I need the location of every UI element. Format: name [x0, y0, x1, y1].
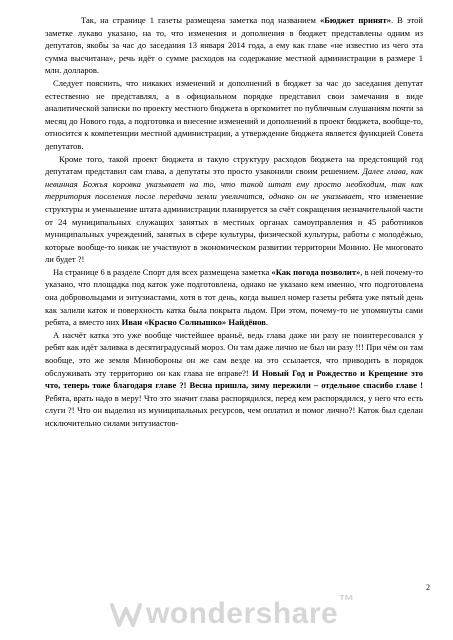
- document-body: [45, 14, 423, 430]
- text-run: Следует пояснить, что никаких изменений и дополнений в бюджет за час до заседания депутат естественно не представлял, а в официальном порядке представил свои замечания в виде аналитической записки по проекту местного бюджета в оргкомитет по публичным слушаниям почти за месяц до Нового года, а подготовка и внесение изменений и дополнений в проект бюджета, вообще-то, относится к компетенции местной администрации, а утверждение бюджета является функцией Совета депутатов.: [45, 77, 423, 151]
- text-run: «Как погода позволит»: [271, 266, 361, 277]
- text-run: Так, на странице 1 газеты размещена заметка под названием: [81, 15, 320, 25]
- text-run: , в ней почему-то указано, что площадка под каток уже подготовлена, однако не указано кем именно, что подготовлена она добровольцами и энтузиастами, хотя в тот день, когда вышел номер газеты ребята уже пятый день как залили каток и поверхность катка была покрыта льдом. При этом, почему-то не упомянуты сами ребята, а вместо них: [45, 266, 423, 328]
- text-run: А насчёт катка это уже вообще чистейшее враньё, ведь глава даже ни разу не поинтересовался у ребят как идёт заливка в десятиградусный мороз. Он там даже лично не был ни разу !!! При чём он там вообще, это же земля Минобороны он же сам везде на это ссылается, что приводить в порядок обслуживать эту территорию он как глава не вправе?!: [45, 329, 423, 378]
- paragraph-3: [45, 153, 423, 266]
- text-run: «Бюджет принят»: [319, 15, 391, 25]
- text-run: Иван «Красно Солнышко» Найдёнов: [121, 317, 266, 328]
- text-run: Кроме того, такой проект бюджета и такую структуру расходов бюджета на предстоящий год депутатам представил сам глава, а депутаты это просто узаконили своим решением.: [45, 153, 423, 177]
- text-run: . В этой заметке лукаво указано, на то, что изменения и дополнения в бюджет представлены одним из депутатов, якобы за час до заседания 13 января 2014 года, а ему как главе «не известно из чего эта сумма высчитана», речь идёт о сумме расходов на содержание местной администрации в размере 1 млн. долларов.: [45, 15, 424, 76]
- text-run: Ребята, врать надо в меру! Что это значит глава распорядился, перед кем распорядился, у него что есть слуги ?! Что он выделил из муниципальных ресурсов, чем оплатил и помог лично?! Каток был сделан исключительно силами энтузиастов-: [45, 392, 423, 428]
- paragraph-4: [45, 266, 423, 329]
- text-run: И Новый Год и Рождество и Крещение это что, теперь тоже благодаря главе ?! Весна пришла, зиму пережили – отдельное спасибо главе !: [45, 367, 424, 391]
- text-run: На странице 6 в разделе Спорт для всех размещена заметка: [53, 266, 272, 277]
- paragraph-1: [45, 14, 423, 77]
- wondershare-logo-icon: [110, 599, 142, 631]
- paragraph-5: [45, 329, 423, 430]
- text-run: что изменение структуры и уменьшение штата администрации планируется за счёт сокращения незначительной части от 24 муниципальных служащих занятых в местных органах самоуправления и 45 работников муниципальных учреждений, занятых в сфере культуры, физической культуры, работы с молодёжью, которые вообще-то никак не участвуют в экономическом развитии территории Монино. Не многовато ли будет ?!: [45, 191, 423, 265]
- watermark-text: wondershare™: [146, 593, 355, 630]
- text-run: Далее глава, как невинная Божья коровка указывает на то, что такой штат ему просто необходим, так как территория поселения после передачи земли увеличится, однако он не указывает,: [45, 166, 423, 202]
- text-run: .: [265, 317, 269, 328]
- page-number: 2: [426, 583, 430, 592]
- watermark: [110, 595, 440, 635]
- paragraph-2: [45, 77, 423, 153]
